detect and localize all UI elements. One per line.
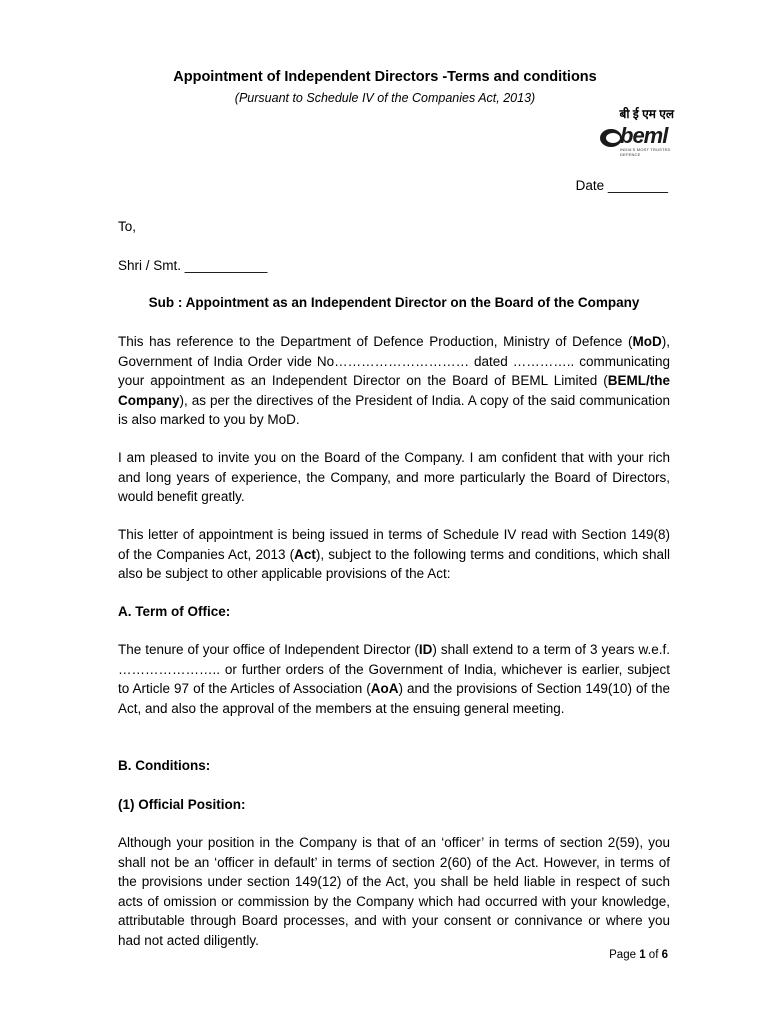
heading-conditions: B. Conditions:	[118, 758, 211, 773]
logo-tagline: INDIA'S MOST TRUSTED DEFENCE	[620, 147, 671, 157]
addressee-line: Shri / Smt. ___________	[118, 258, 268, 273]
heading-official-position: (1) Official Position:	[118, 797, 246, 812]
paragraph-official-position: Although your position in the Company is that of an ‘officer’ in terms of section 2(59), you shall not be an ‘officer in default’ in terms of section 2(60) of the Act. However, in terms of the provisions under section 149(12) of the Act, you shall be held liable in respect of such acts of omission or commission by the Company which had occurred with your knowledge, attributable through Board processes, and with your consent or connivance or where you had not acted diligently.	[118, 835, 670, 948]
logo-wordmark: beml	[620, 123, 668, 148]
paragraph-letter-terms: This letter of appointment is being issued in terms of Schedule IV read with Section 149(8) of the Companies Act, 2013 (Act), subject to the following terms and conditions, which shall also be subject to other applicable provisions of the Act:	[118, 527, 670, 581]
salutation-to: To,	[118, 219, 137, 234]
date-line: Date ________	[575, 178, 668, 193]
paragraph-invitation: I am pleased to invite you on the Board of the Company. I am confident that with your rich and long years of experience, the Company, and more particularly the Board of Directors, would benefit greatly.	[118, 450, 670, 504]
logo-hindi-text: बी ई एम एल	[619, 107, 674, 121]
document-title: Appointment of Independent Directors -Terms and conditions	[173, 69, 597, 85]
paragraph-tenure: The tenure of your office of Independent Director (ID) shall extend to a term of 3 years w.e.f. ………………….. or further orders of the Government of India, whichever is earlier, subject to Article 97 of the Articles of Association (AoA) and the provisions of Section 149(10) of the Act, and also the approval of the members at the ensuing general meeting.	[118, 642, 670, 716]
subject-line: Sub : Appointment as an Independent Director on the Board of the Company	[148, 295, 640, 310]
document-subtitle: (Pursuant to Schedule IV of the Companies Act, 2013)	[234, 91, 536, 105]
beml-logo	[594, 105, 676, 157]
heading-term-of-office: A. Term of Office:	[118, 604, 231, 619]
page-number-footer: Page 1 of 6	[609, 949, 668, 961]
paragraph-reference: This has reference to the Department of Defence Production, Ministry of Defence (MoD), Government of India Order vide No………………………… dated ………….. communicating your appointment as an Independent Director on the Board of BEML Limited (BEML/the Company), as per the directives of the President of India. A copy of the said communication is also marked to you by MoD.	[118, 334, 670, 427]
